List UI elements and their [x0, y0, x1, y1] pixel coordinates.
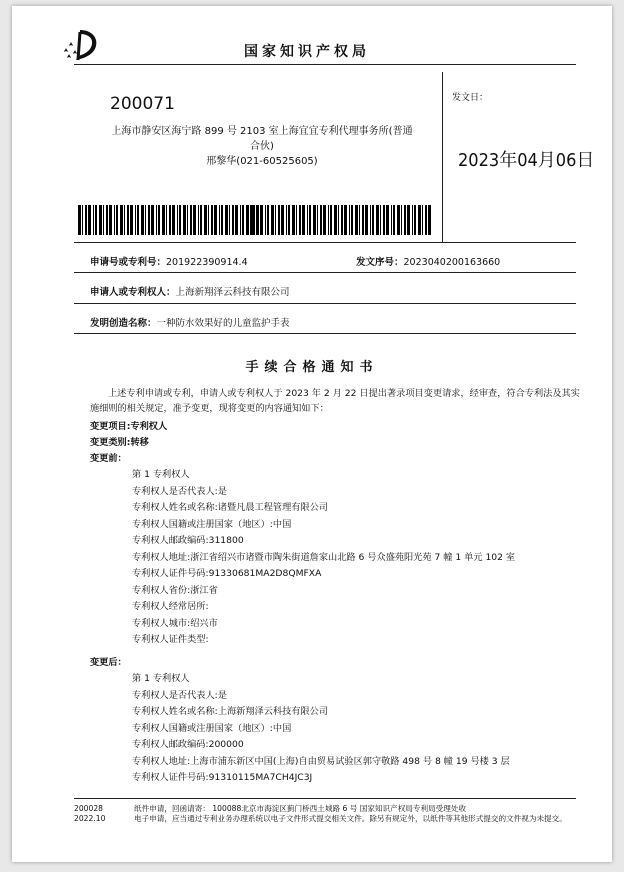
change-line: 专利权人省份:浙江省: [132, 584, 218, 596]
notice-body: 上述专利申请或专利，申请人或专利权人于 2023 年 2 月 22 日提出著录项目变更请求，经审查，符合专利法及其实施细则的相关规定，准予变更，现将变更的内容通知如下：: [90, 388, 580, 414]
change-line: 专利权人国籍或注册国家（地区）:中国: [132, 518, 292, 530]
change-type: 变更类别:转移: [90, 437, 149, 448]
barcode-right: [250, 205, 433, 235]
rule-2: [74, 272, 576, 273]
address-line-2: 合伙): [250, 141, 274, 152]
change-line: 专利权人姓名或名称:诸暨凡晨工程管理有限公司: [132, 502, 329, 513]
footer-line-1: 纸件申请，回函请寄： 100088北京市海淀区蓟门桥西土城路 6 号 国家知识产权局专利局受理处收: [134, 804, 467, 813]
invention-title: 发明创造名称：一种防水效果好的儿童监护手表: [90, 318, 290, 329]
footer-code-2: 2022.10: [74, 814, 106, 823]
change-line: 专利权人地址:上海市浦东新区中国(上海)自由贸易试验区郭守敬路 498 号 8 幢 19 号楼 3 层: [132, 755, 510, 767]
header-rule: [74, 64, 576, 65]
change-line: 专利权人证件号码:91310115MA7CH4JC3J: [132, 772, 313, 783]
change-line: 专利权人是否代表人:是: [132, 485, 227, 497]
change-line: 第 1 专利权人: [132, 673, 190, 684]
change-line: 专利权人是否代表人:是: [132, 689, 227, 701]
footer-rule: [74, 798, 576, 799]
rule-1: [74, 242, 576, 243]
change-line: 专利权人国籍或注册国家（地区）:中国: [132, 722, 292, 734]
office-name: 国家知识产权局: [244, 44, 370, 60]
change-line: 专利权人证件类型:: [132, 634, 209, 645]
application-number: 申请号或专利号：201922390914.4: [90, 257, 248, 268]
change-line: 第 1 专利权人: [132, 469, 190, 480]
rule-3: [74, 303, 576, 304]
barcode-left: [78, 205, 261, 235]
change-line: 专利权人城市:绍兴市: [132, 617, 218, 629]
notice-title: 手续合格通知书: [245, 360, 379, 375]
change-line: 专利权人姓名或名称:上海新翔泽云科技有限公司: [132, 706, 329, 717]
contact: 邢黎华(021-60525605): [206, 156, 318, 167]
change-line: 专利权人经常居所:: [132, 601, 209, 612]
change-item: 变更项目:专利权人: [90, 421, 168, 432]
document-page: [12, 6, 612, 862]
after-label: 变更后：: [90, 657, 127, 668]
change-line: 专利权人地址:浙江省绍兴市诸暨市陶朱街道詹家山北路 6 号众盛苑阳光苑 7 幢 1 单元 102 室: [132, 551, 516, 563]
change-line: 专利权人邮政编码:311800: [132, 535, 244, 546]
issue-date: 2023年04月06日: [458, 150, 595, 171]
before-label: 变更前：: [90, 453, 127, 464]
rule-4: [74, 333, 576, 334]
change-line: 专利权人证件号码:91330681MA2D8QMFXA: [132, 568, 322, 579]
postal-code: 200071: [110, 94, 175, 114]
serial-number: 发文序号：2023040200163660: [356, 257, 501, 268]
issue-date-label: 发文日：: [452, 93, 489, 103]
cnipa-logo: [58, 26, 108, 64]
applicant: 申请人或专利权人：上海新翔泽云科技有限公司: [90, 287, 290, 298]
recipient-address: [92, 124, 432, 169]
footer-code-1: 200028: [74, 804, 103, 813]
address-line-1: 上海市静安区海宁路 899 号 2103 室上海宜宜专利代理事务所(普通: [111, 126, 413, 137]
change-line: 专利权人邮政编码:200000: [132, 739, 244, 750]
divider-vertical: [442, 72, 443, 242]
footer-line-2: 电子申请，应当通过专利业务办理系统以电子文件形式提交相关文件。除另有规定外，以纸件等其他形式提交的文件视为未提交。: [134, 814, 567, 823]
